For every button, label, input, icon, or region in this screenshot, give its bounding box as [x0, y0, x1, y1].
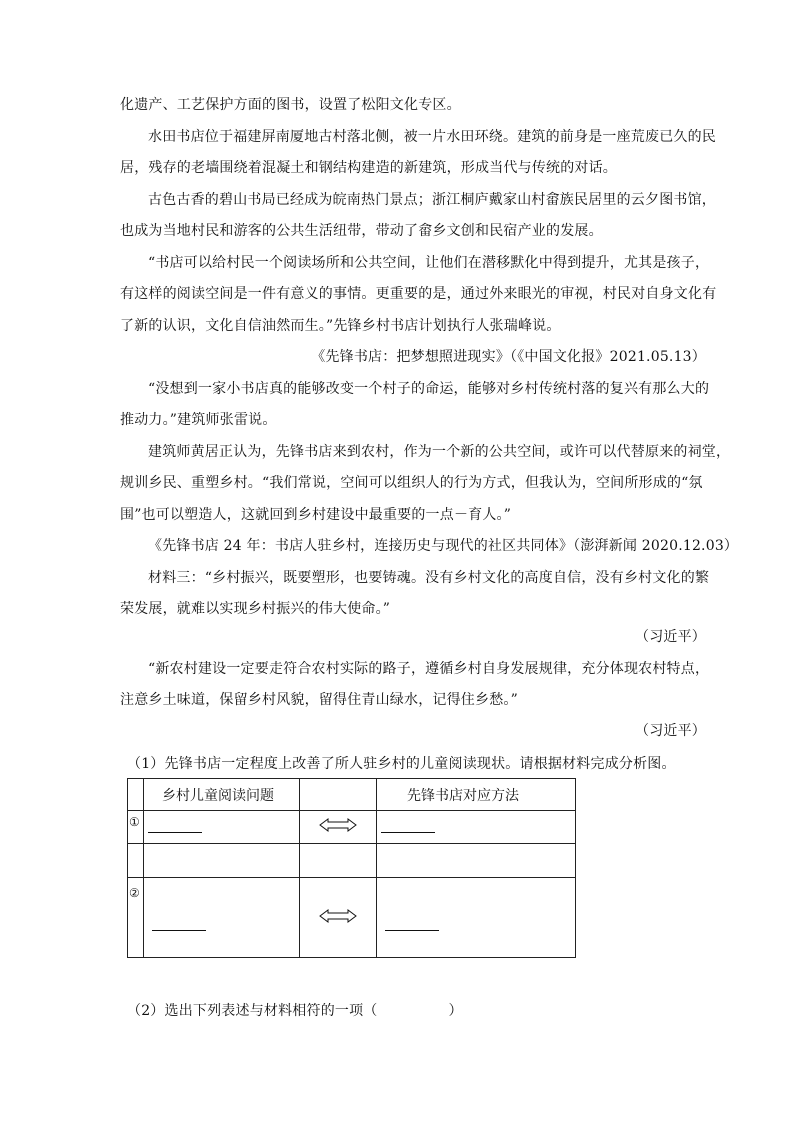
paragraph-line: 注意乡土味道，保留乡村风貌，留得住青山绿水，记得住乡愁。”	[120, 692, 518, 708]
analysis-table	[127, 778, 576, 958]
paragraph-line: 荣发展，就难以实现乡村振兴的伟大使命。”	[120, 601, 391, 617]
attribution: （习近平）	[635, 629, 706, 645]
paragraph-line: 也成为当地村民和游客的公共生活纽带，带动了畲乡文创和民宿产业的发展。	[120, 223, 603, 239]
answer-blank[interactable]	[385, 916, 439, 931]
question-1: （1）先锋书店一定程度上改善了所人驻乡村的儿童阅读现状。请根据材料完成分析图。	[127, 756, 676, 772]
row-number: ①	[129, 815, 140, 829]
paragraph-line: 了新的认识，文化自信油然而生。”先锋乡村书店计划执行人张瑞峰说。	[120, 318, 561, 334]
paragraph-line: “书店可以给村民一个阅读场所和公共空间，让他们在潜移默化中得到提升，尤其是孩子，	[148, 255, 710, 271]
paragraph-line: 古色古香的碧山书局已经成为皖南热门景点；浙江桐庐戴家山村畲族民居里的云夕图书馆，	[148, 192, 716, 208]
paragraph-line: “没想到一家小书店真的能够改变一个村子的命运，能够对乡村传统村落的复兴有那么大的	[148, 381, 710, 397]
table-row	[128, 811, 576, 844]
paragraph-line: 有这样的阅读空间是一件有意义的事情。更重要的是，通过外来眼光的审视，村民对自身文化有	[120, 286, 717, 302]
source-citation: 《先锋书店：把梦想照进现实》（《中国文化报》2021.05.13）	[311, 349, 706, 365]
paragraph-line: 水田书店位于福建屏南厦地古村落北侧，被一片水田环绕。建筑的前身是一座荒废已久的民	[148, 129, 716, 145]
question-2: （2）选出下列表述与材料相符的一项（ ）	[127, 1003, 463, 1019]
paragraph-line: 规训乡民、重塑乡村。“我们常说，空间可以组织人的行为方式，但我认为，空间所形成的“氛	[120, 475, 703, 491]
attribution: （习近平）	[635, 723, 706, 739]
paragraph-line: 围”也可以塑造人，这就回到乡村建设中最重要的一点－育人。”	[120, 507, 512, 523]
table-row	[128, 779, 576, 811]
header-method: 先锋书店对应方法	[377, 779, 576, 811]
paragraph-line: 推动力。”建筑师张雷说。	[120, 412, 277, 428]
paragraph-line: 化遗产、工艺保护方面的图书，设置了松阳文化专区。	[120, 97, 461, 113]
paragraph-line: “新农村建设一定要走符合农村实际的路子，遵循乡村自身发展规律，充分体现农村特点，	[148, 661, 710, 677]
answer-blank[interactable]	[148, 818, 202, 833]
double-arrow-icon	[319, 909, 357, 923]
paragraph-line: 建筑师黄居正认为，先锋书店来到农村，作为一个新的公共空间，或许可以代替原来的祠堂，	[148, 444, 731, 460]
paragraph-line: 材料三：“乡村振兴，既要塑形，也要铸魂。没有乡村文化的高度自信，没有乡村文化的繁	[148, 570, 710, 586]
header-problem: 乡村儿童阅读问题	[144, 779, 300, 811]
double-arrow-icon	[319, 818, 357, 832]
paragraph-line: 居，残存的老墙围绕着混凝土和钢结构建造的新建筑，形成当代与传统的对话。	[120, 160, 617, 176]
table-row	[128, 878, 576, 958]
table-row	[128, 844, 576, 878]
answer-blank[interactable]	[381, 818, 435, 833]
source-citation: 《先锋书店 24 年：书店人驻乡村，连接历史与现代的社区共同体》（澎湃新闻 2020.12.03）	[148, 538, 739, 554]
row-number: ②	[129, 886, 140, 900]
answer-blank[interactable]	[152, 916, 206, 931]
